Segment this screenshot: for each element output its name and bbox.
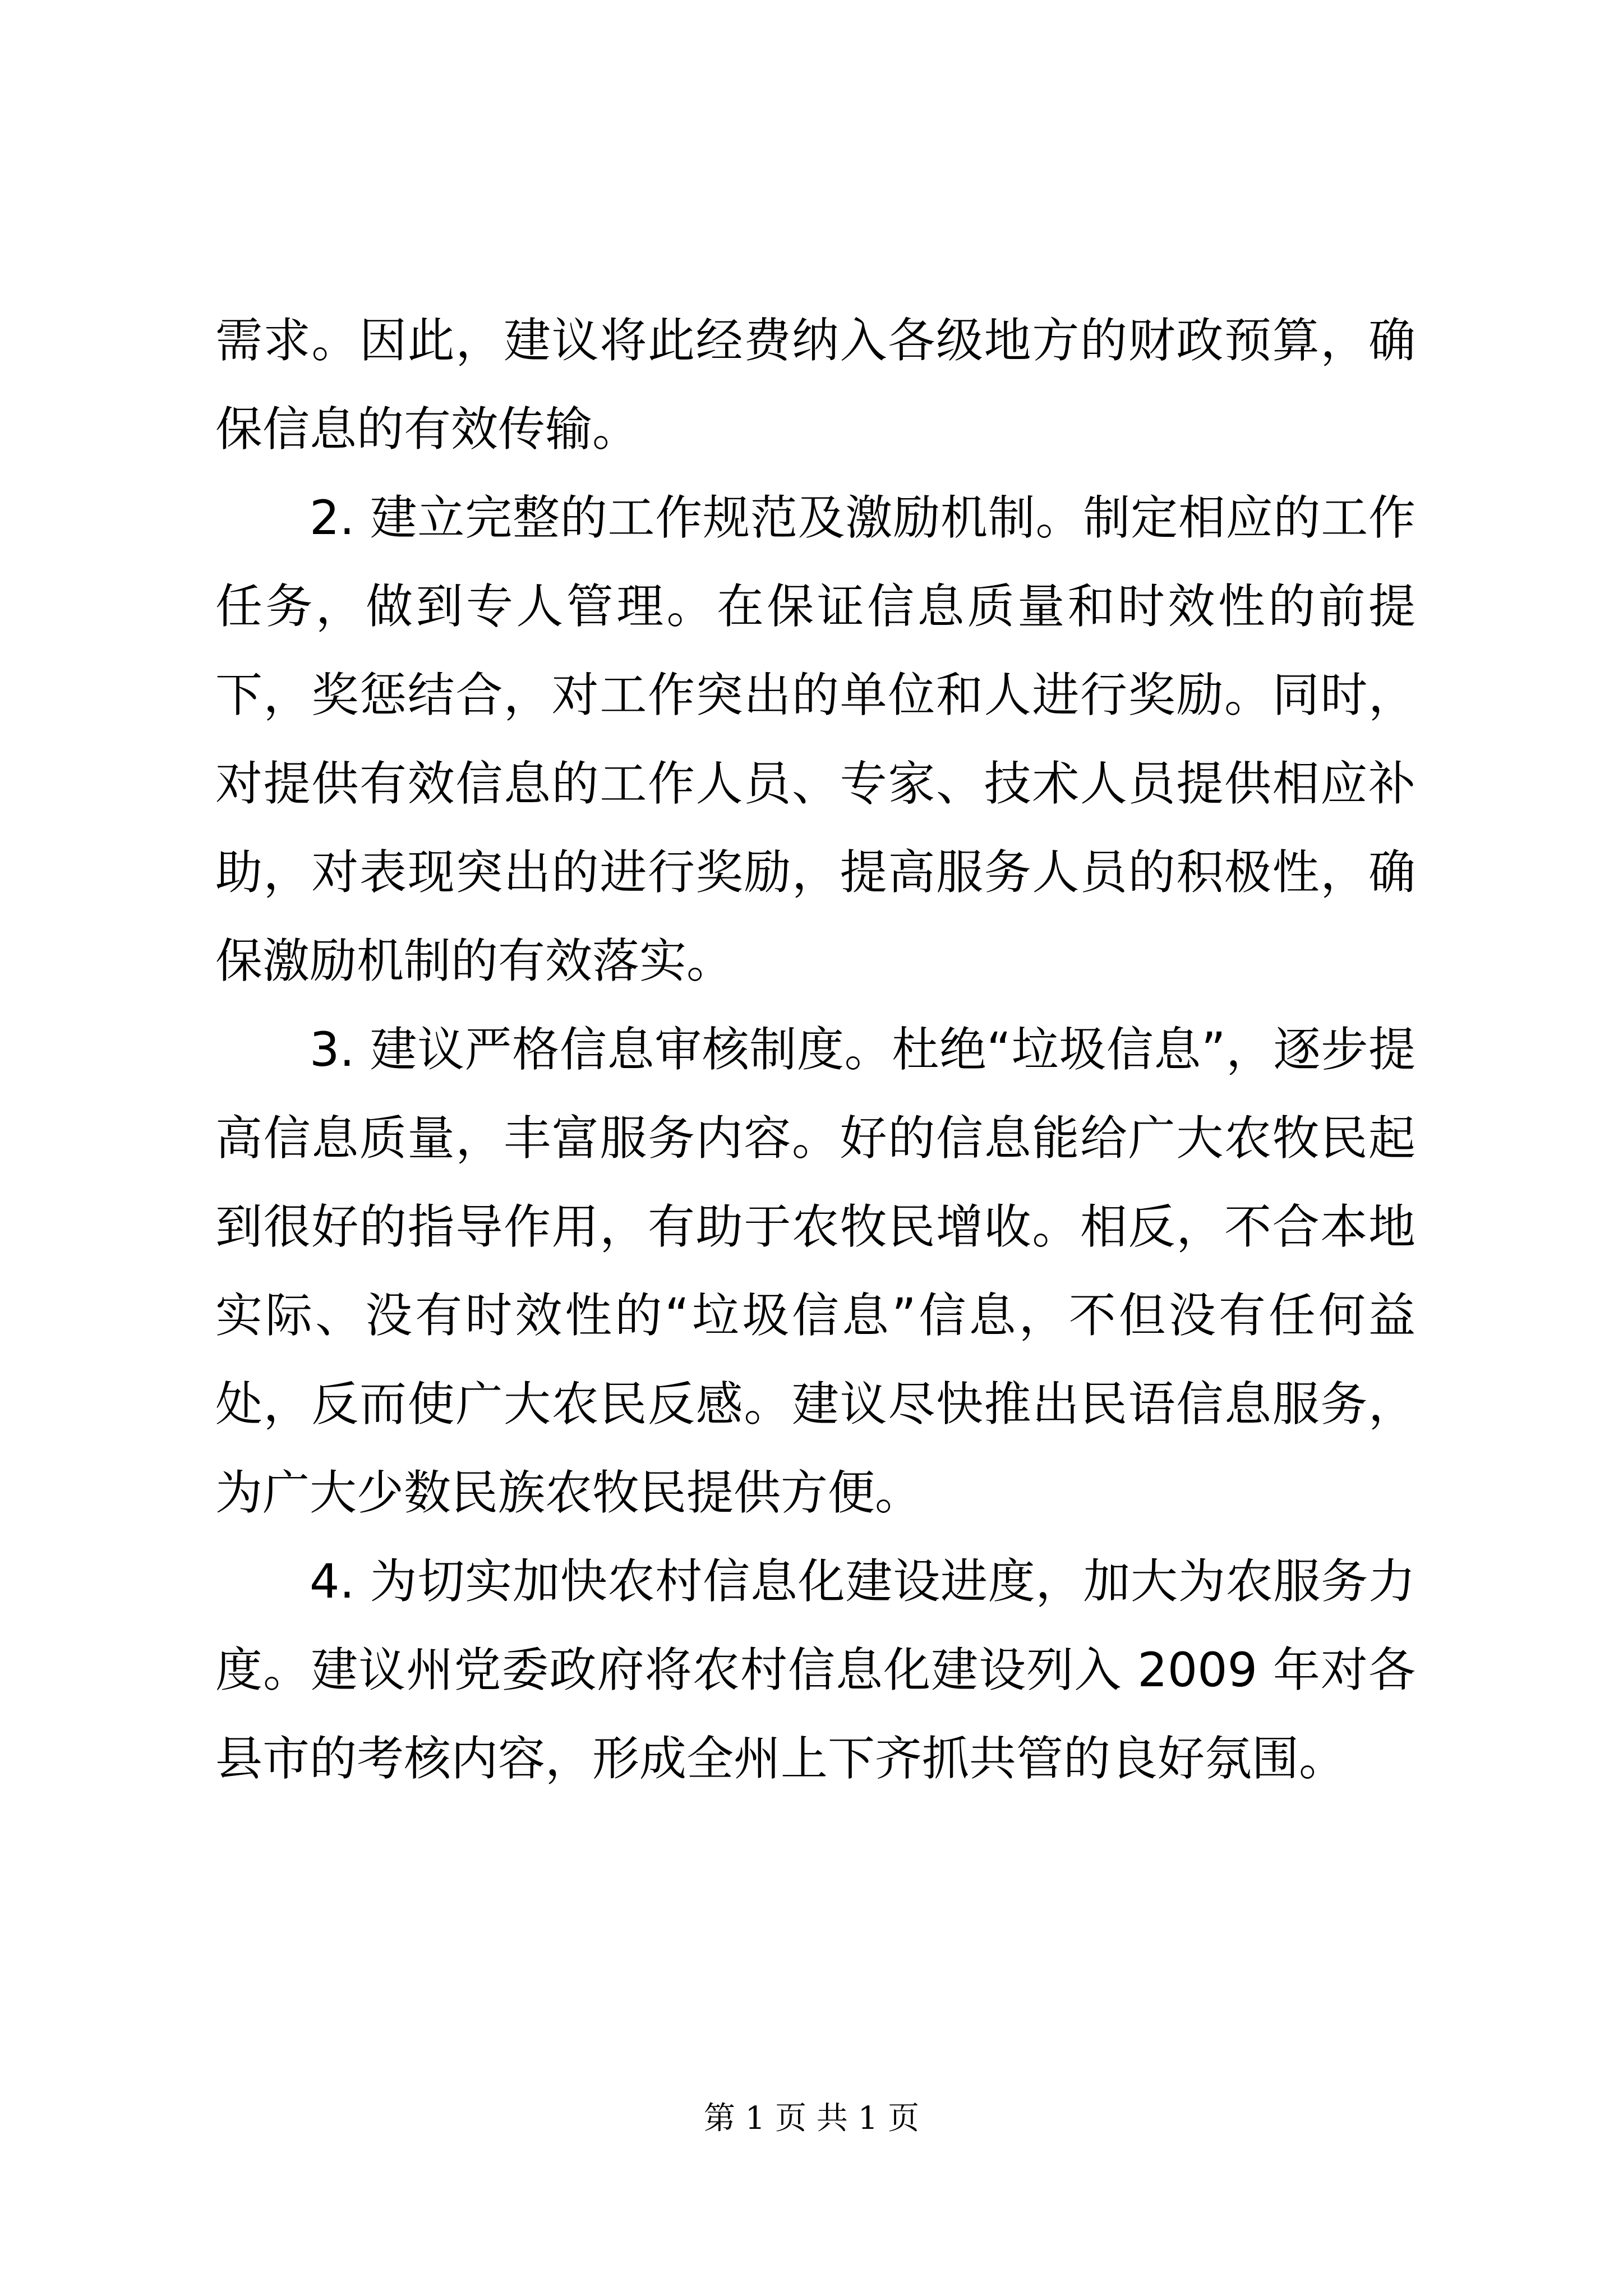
paragraph-item-2: 2. 建立完整的工作规范及激励机制。制定相应的工作任务，做到专人管理。在保证信息质量和时效性的前提下，奖惩结合，对工作突出的单位和人进行奖励。同时，对提供有效信息的工作人员、专家、技术人员提供相应补助，对表现突出的进行奖励，提高服务人员的积极性，确保激励机制的有效落实。 bbox=[215, 490, 1415, 988]
paragraph-item-3: 3. 建议严格信息审核制度。杜绝“垃圾信息”，逐步提高信息质量，丰富服务内容。好的信息能给广大农牧民起到很好的指导作用，有助于农牧民增收。相反，不合本地实际、没有时效性的“垃圾信息”信息，不但没有任何益处，反而使广大农民反感。建议尽快推出民语信息服务，为广大少数民族农牧民提供方便。 bbox=[215, 1022, 1415, 1520]
document-body bbox=[215, 296, 1415, 1803]
paragraph-item-4: 4. 为切实加快农村信息化建设进度，加大为农服务力度。建议州党委政府将农村信息化建设列入 2009 年对各县市的考核内容，形成全州上下齐抓共管的良好氛围。 bbox=[215, 1554, 1415, 1786]
paragraph-continuation: 需求。因此，建议将此经费纳入各级地方的财政预算，确保信息的有效传输。 bbox=[215, 313, 1415, 457]
page-footer: 第 1 页 共 1 页 bbox=[703, 2100, 920, 2137]
